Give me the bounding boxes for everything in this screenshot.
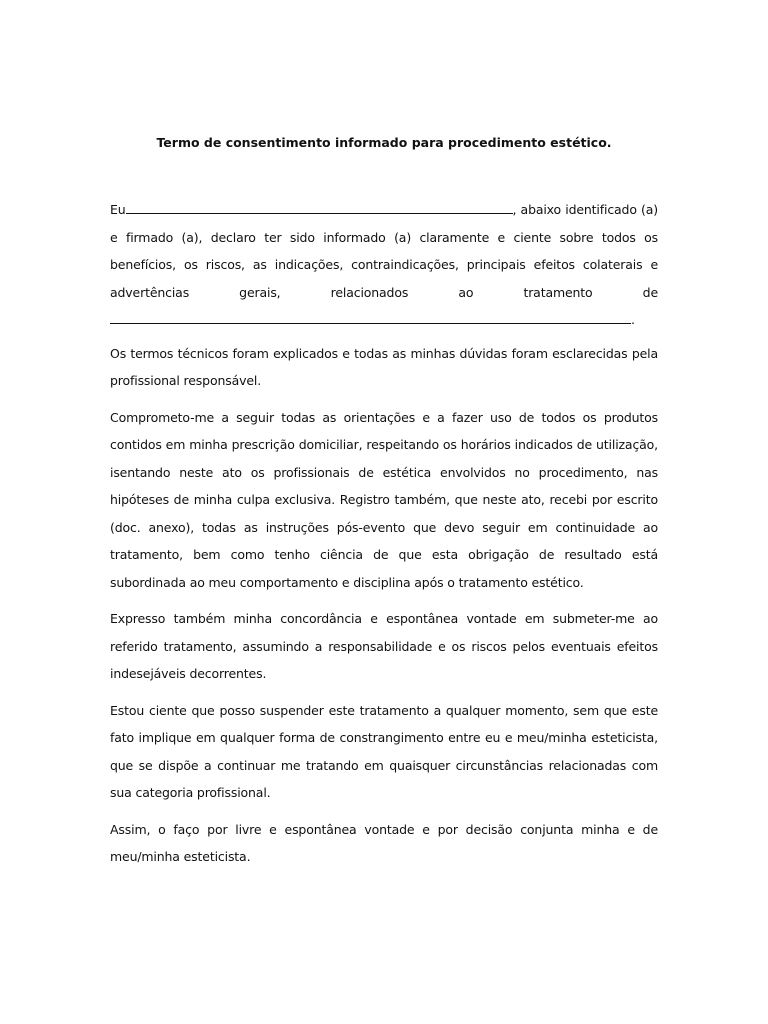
identification-prefix: Eu [110,202,126,217]
treatment-blank-line[interactable] [110,310,631,324]
paragraph-free-will: Assim, o faço por livre e espontânea vontade e por decisão conjunta minha e de meu/minha esteticista. [110,821,658,864]
paragraph-commitment: Comprometo-me a seguir todas as orientações e a fazer uso de todos os produtos contidos em minha prescrição domiciliar, respeitando os horários indicados de utilização, isentando neste ato os profissionais de estética envolvidos no procedimento, nas hipóteses de minha culpa exclusiva. Registro também, que neste ato, recebi por escrito (doc. anexo), todas as instruções pós-evento que devo seguir em continuidade ao tratamento, bem como tenho ciência de que esta obrigação de resultado está subordinada ao meu comportamento e disciplina após o tratamento estético. [110,409,658,590]
paragraph-agreement: Expresso também minha concordância e espontânea vontade em submeter-me ao referido tratamento, assumindo a responsabilidade e os riscos pelos eventuais efeitos indesejáveis decorrentes. [110,611,658,681]
document-body [110,196,658,880]
name-blank-line[interactable] [126,200,513,214]
paragraph-technical-terms: Os termos técnicos foram explicados e todas as minhas dúvidas foram esclarecidas pela profissional responsável. [110,345,658,388]
paragraph-suspension: Estou ciente que posso suspender este tratamento a qualquer momento, sem que este fato implique em qualquer forma de constrangimento entre eu e meu/minha esteticista, que se dispõe a continuar me tratando em quaisquer circunstâncias relacionadas com sua categoria profissional. [110,702,658,800]
identification-text: , abaixo identificado (a) e firmado (a), declaro ter sido informado (a) claramente e ciente sobre todos os benefícios, os riscos, as indicações, contraindicações, principais efeitos colaterais e advertências gerais, relacionados ao tratamento de [110,202,658,300]
paragraph-identification [110,196,658,334]
document-title: Termo de consentimento informado para procedimento estético. [156,135,612,150]
identification-end: . [631,312,635,327]
